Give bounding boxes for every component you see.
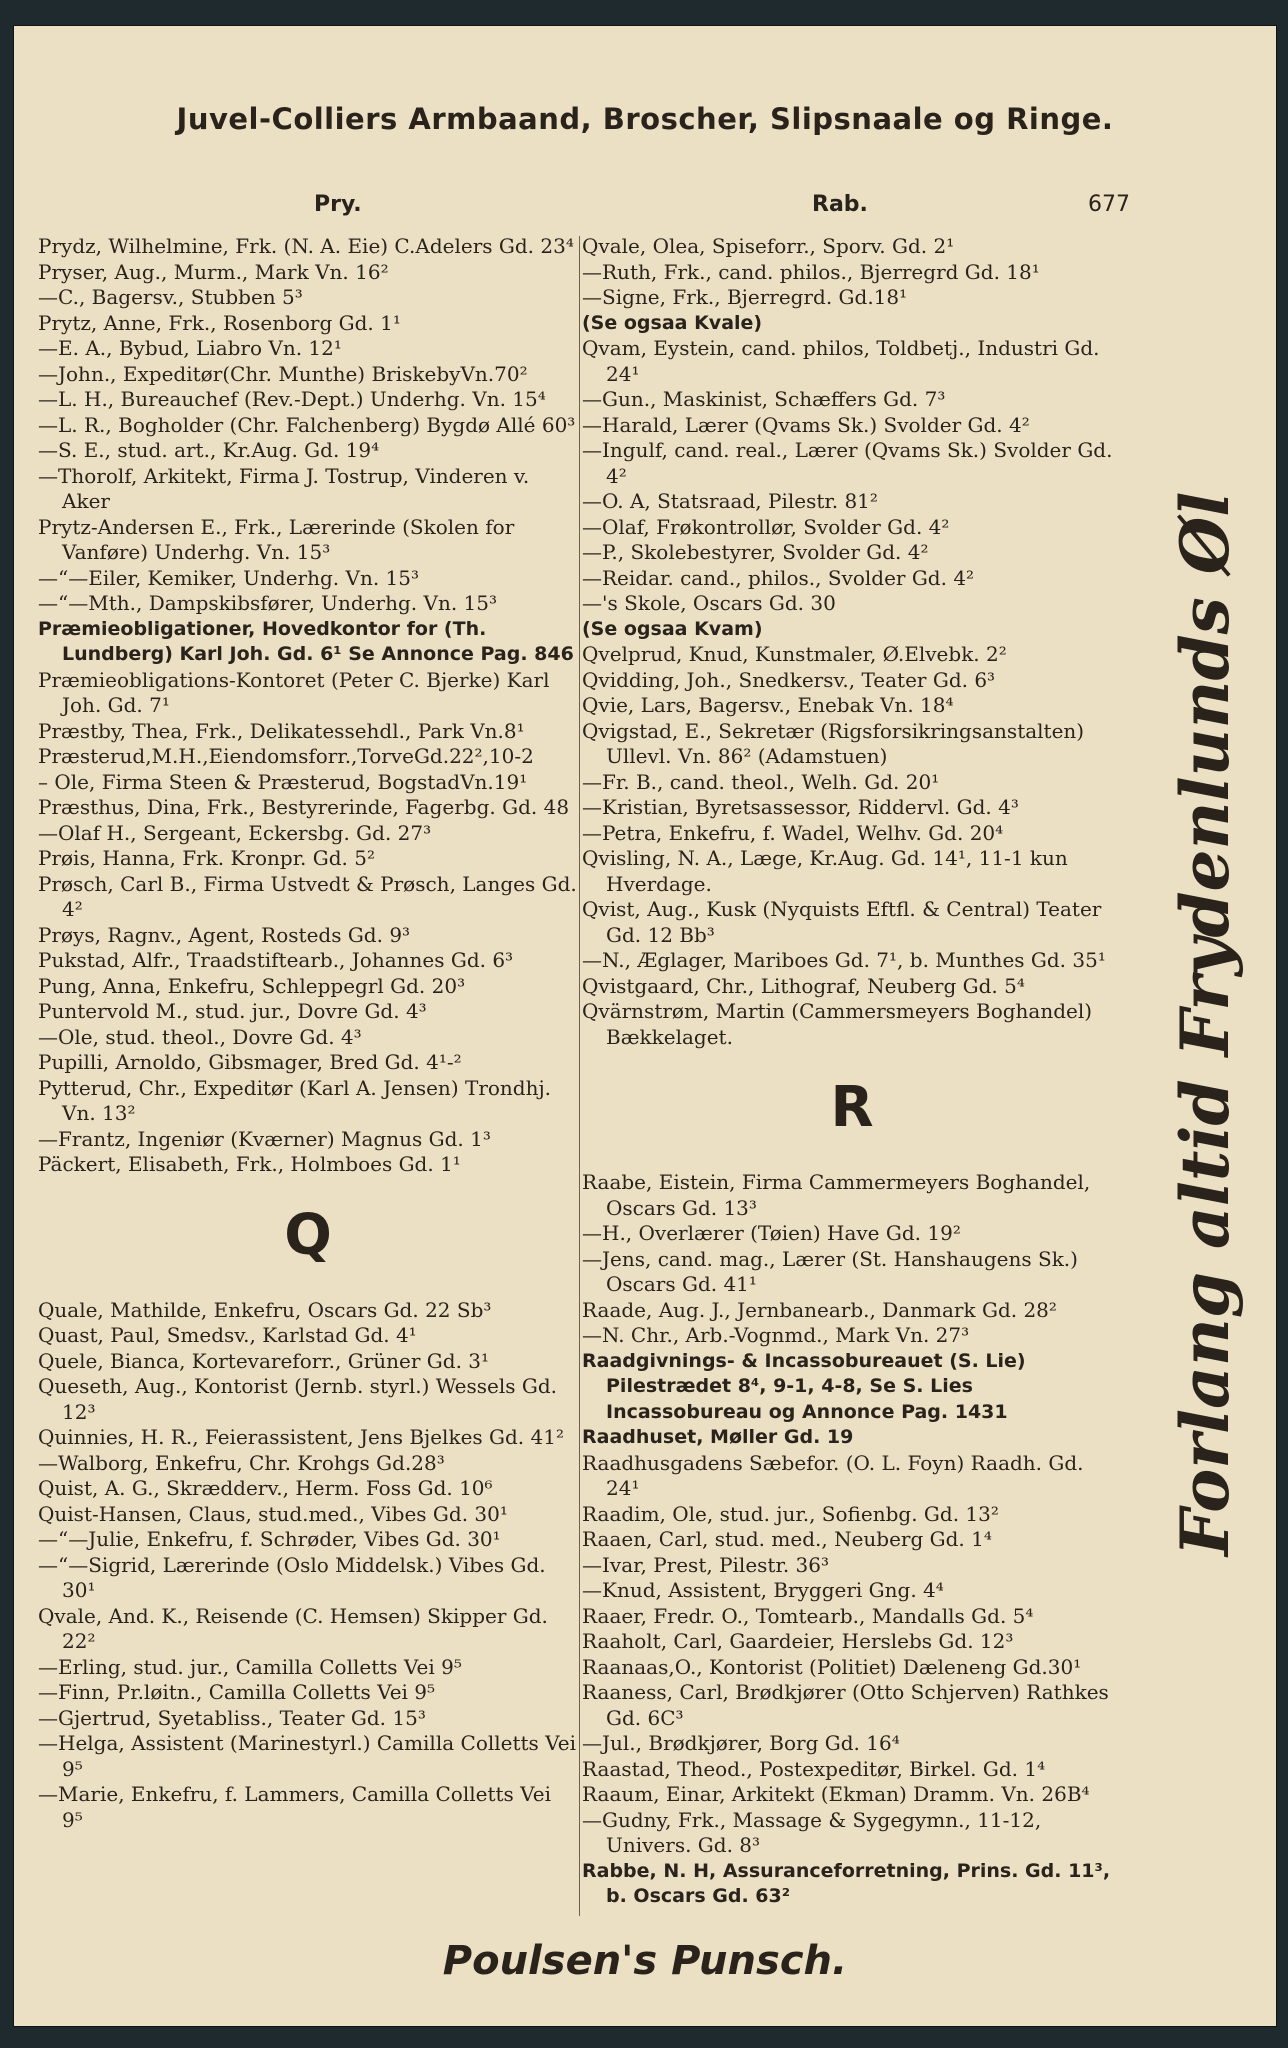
directory-page	[14, 26, 1276, 2026]
directory-entry: —C., Bagersv., Stubben 5³	[38, 285, 303, 309]
directory-entry: —Jul., Brødkjører, Borg Gd. 16⁴	[582, 1731, 900, 1755]
directory-entry: Rabbe, N. H, Assuranceforretning, Prins. Gd. 11³, b. Oscars Gd. 63²	[582, 1859, 1111, 1907]
directory-entry: Prytz-Andersen E., Frk., Lærerinde (Skolen for Vanføre) Underhg. Vn. 15³	[38, 514, 515, 564]
directory-entry: Quele, Bianca, Kortevareforr., Grüner Gd. 3¹	[38, 1348, 490, 1373]
left-entries-p	[38, 234, 578, 1178]
directory-entry: —Knud, Assistent, Bryggeri Gng. 4⁴	[582, 1578, 944, 1602]
directory-entry: Præsterud,M.H.,Eiendomsforr.,TorveGd.22²,10-2	[38, 744, 534, 768]
directory-entry: Qvale, Olea, Spiseforr., Sporv. Gd. 2¹	[582, 234, 955, 258]
directory-entry: —Fr. B., cand. theol., Welh. Gd. 20¹	[582, 769, 940, 794]
directory-entry: Prøys, Ragnv., Agent, Rosteds Gd. 9³	[38, 922, 411, 947]
directory-entry: Queseth, Aug., Kontorist (Jernb. styrl.) Wessels Gd. 12³	[38, 1374, 558, 1424]
directory-entry: —“—Julie, Enkefru, f. Schrøder, Vibes Gd. 30¹	[38, 1527, 501, 1551]
directory-entry: Præmieobligations-Kontoret (Peter C. Bjerke) Karl Joh. Gd. 7¹	[38, 667, 550, 717]
directory-entry: (Se ogsaa Kvam)	[582, 617, 763, 640]
directory-entry: —Signe, Frk., Bjerregrd. Gd.18¹	[582, 285, 908, 309]
directory-entry: —N. Chr., Arb.-Vognmd., Mark Vn. 27³	[582, 1323, 970, 1347]
directory-entry: Raaum, Einar, Arkitekt (Ekman) Dramm. Vn. 26B⁴	[582, 1782, 1090, 1806]
running-head-left: Pry.	[314, 192, 362, 217]
directory-entry: —Ivar, Prest, Pilestr. 36³	[582, 1552, 830, 1577]
directory-entry: Qvam, Eystein, cand. philos, Toldbetj., Industri Gd. 24¹	[582, 336, 1100, 386]
directory-entry: —Walborg, Enkefru, Chr. Krohgs Gd.28³	[38, 1450, 445, 1475]
left-entries-q	[38, 1298, 578, 1834]
right-entries-q	[582, 234, 1122, 1050]
directory-entry: Raanaas,O., Kontorist (Politiet) Dæleneng Gd.30¹	[582, 1654, 1082, 1679]
directory-entry: —Reidar. cand., philos., Svolder Gd. 4²	[582, 565, 975, 590]
directory-entry: —O. A, Statsraad, Pilestr. 81²	[582, 489, 878, 513]
directory-entry: Pryser, Aug., Murm., Mark Vn. 16²	[38, 259, 389, 284]
directory-entry: Qvie, Lars, Bagersv., Enebak Vn. 18⁴	[582, 693, 954, 717]
directory-entry: Qvist, Aug., Kusk (Nyquists Eftfl. & Central) Teater Gd. 12 Bb³	[582, 897, 1102, 947]
directory-entry: —Gjertrud, Syetabliss., Teater Gd. 15³	[38, 1705, 426, 1730]
directory-entry: —Olaf H., Sergeant, Eckersbg. Gd. 27³	[38, 820, 432, 845]
column-divider	[579, 236, 580, 1916]
directory-entry: —John., Expeditør(Chr. Munthe) BriskebyVn.70²	[38, 361, 528, 386]
directory-entry: —“—Mth., Dampskibsfører, Underhg. Vn. 15³	[38, 591, 498, 615]
directory-entry: —'s Skole, Oscars Gd. 30	[582, 591, 836, 615]
directory-entry: Pukstad, Alfr., Traadstiftearb., Johannes Gd. 6³	[38, 948, 514, 972]
directory-entry: —Harald, Lærer (Qvams Sk.) Svolder Gd. 4²	[582, 412, 1030, 437]
directory-entry: —N., Æglager, Mariboes Gd. 7¹, b. Munthes Gd. 35¹	[582, 948, 1106, 972]
directory-entry: —H., Overlærer (Tøien) Have Gd. 19²	[582, 1221, 961, 1245]
directory-entry: Pytterud, Chr., Expeditør (Karl A. Jensen) Trondhj. Vn. 13²	[38, 1075, 552, 1125]
directory-entry: Quist, A. G., Skrædderv., Herm. Foss Gd. 10⁶	[38, 1476, 493, 1500]
directory-entry: Quast, Paul, Smedsv., Karlstad Gd. 4¹	[38, 1323, 417, 1347]
directory-entry: Qvärnstrøm, Martin (Cammersmeyers Boghandel) Bækkelaget.	[582, 999, 1093, 1049]
directory-entry: Raadim, Ole, stud. jur., Sofienbg. Gd. 13²	[582, 1501, 999, 1526]
directory-entry: Raabe, Eistein, Firma Cammermeyers Boghandel, Oscars Gd. 13³	[582, 1170, 1091, 1220]
directory-entry: —Ingulf, cand. real., Lærer (Qvams Sk.) Svolder Gd. 4²	[582, 438, 1113, 488]
directory-entry: Raade, Aug. J., Jernbanearb., Danmark Gd. 28²	[582, 1297, 1057, 1322]
directory-entry: —Ole, stud. theol., Dovre Gd. 4³	[38, 1024, 362, 1049]
directory-entry: —Kristian, Byretsassessor, Riddervl. Gd. 4³	[582, 795, 1019, 819]
directory-entry: Prøsch, Carl B., Firma Ustvedt & Prøsch, Langes Gd. 4²	[38, 871, 577, 921]
directory-entry: —Finn, Pr.løitn., Camilla Colletts Vei 9⁵	[38, 1680, 436, 1704]
directory-entry: —“—Eiler, Kemiker, Underhg. Vn. 15³	[38, 565, 420, 590]
directory-entry: Qvistgaard, Chr., Lithograf, Neuberg Gd. 5⁴	[582, 973, 1025, 998]
directory-entry: Raadgivnings- & Incassobureauet (S. Lie) Pilestrædet 8⁴, 9-1, 4-8, Se S. Lies Incassobureau og Annonce Pag. 1431	[582, 1349, 1026, 1423]
directory-entry: (Se ogsaa Kvale)	[582, 311, 763, 334]
directory-entry: —Erling, stud. jur., Camilla Colletts Vei 9⁵	[38, 1654, 462, 1679]
directory-entry: Raadhuset, Møller Gd. 19	[582, 1426, 854, 1448]
directory-entry: – Ole, Firma Steen & Præsterud, BogstadVn.19¹	[38, 769, 528, 794]
directory-entry: Prytz, Anne, Frk., Rosenborg Gd. 1¹	[38, 310, 401, 335]
directory-entry: Qvale, And. K., Reisende (C. Hemsen) Skipper Gd. 22²	[38, 1603, 548, 1653]
directory-entry: Raadhusgadens Sæbefor. (O. L. Foyn) Raadh. Gd. 24¹	[582, 1450, 1084, 1500]
top-advertisement: Juvel-Colliers Armbaand, Broscher, Slipsnaale og Ringe.	[176, 102, 1114, 136]
section-letter-q: Q	[284, 1202, 332, 1268]
page-number: 677	[1088, 192, 1130, 217]
directory-entry: —“—Sigrid, Lærerinde (Oslo Middelsk.) Vibes Gd. 30¹	[38, 1552, 546, 1602]
directory-entry: Pung, Anna, Enkefru, Schleppegrl Gd. 20³	[38, 973, 466, 998]
directory-entry: Qvigstad, E., Sekretær (Rigsforsikringsanstalten) Ullevl. Vn. 86² (Adamstuen)	[582, 718, 1085, 768]
directory-entry: Raaholt, Carl, Gaardeier, Herslebs Gd. 12³	[582, 1629, 1014, 1653]
directory-entry: —Olaf, Frøkontrollør, Svolder Gd. 4²	[582, 514, 950, 539]
directory-entry: Præstby, Thea, Frk., Delikatessehdl., Park Vn.8¹	[38, 718, 525, 743]
directory-entry: —Gun., Maskinist, Schæffers Gd. 7³	[582, 387, 946, 411]
directory-entry: Prøis, Hanna, Frk. Kronpr. Gd. 5²	[38, 846, 376, 870]
directory-entry: —Gudny, Frk., Massage & Sygegymn., 11-12, Univers. Gd. 8³	[582, 1807, 1042, 1857]
directory-entry: —Helga, Assistent (Marinestyrl.) Camilla Colletts Vei 9⁵	[38, 1731, 577, 1781]
directory-entry: Puntervold M., stud. jur., Dovre Gd. 4³	[38, 999, 427, 1023]
directory-entry: Raaness, Carl, Brødkjører (Otto Schjerven) Rathkes Gd. 6C³	[582, 1680, 1109, 1730]
directory-entry: —L. R., Bogholder (Chr. Falchenberg) Bygdø Allé 60³	[38, 412, 576, 437]
directory-entry: —P., Skolebestyrer, Svolder Gd. 4²	[582, 540, 929, 564]
directory-entry: Præmieobligationer, Hovedkontor for (Th. Lundberg) Karl Joh. Gd. 6¹ Se Annonce Pag. 846	[38, 617, 574, 665]
left-column	[38, 234, 578, 1833]
directory-entry: —Jens, cand. mag., Lærer (St. Hanshaugens Sk.) Oscars Gd. 41¹	[582, 1246, 1078, 1296]
directory-entry: Raastad, Theod., Postexpeditør, Birkel. Gd. 1⁴	[582, 1756, 1046, 1781]
directory-entry: —Thorolf, Arkitekt, Firma J. Tostrup, Vinderen v. Aker	[38, 463, 530, 513]
directory-entry: —Ruth, Frk., cand. philos., Bjerregrd Gd. 18¹	[582, 259, 1040, 284]
directory-entry: Qvelprud, Knud, Kunstmaler, Ø.Elvebk. 2²	[582, 642, 1007, 666]
bottom-advertisement: Poulsen's Punsch.	[442, 1938, 848, 1984]
directory-entry: Præsthus, Dina, Frk., Bestyrerinde, Fagerbg. Gd. 48	[38, 795, 570, 819]
directory-entry: Quinnies, H. R., Feierassistent, Jens Bjelkes Gd. 41²	[38, 1425, 564, 1449]
directory-entry: —Marie, Enkefru, f. Lammers, Camilla Colletts Vei 9⁵	[38, 1782, 551, 1832]
directory-entry: —Frantz, Ingeniør (Kværner) Magnus Gd. 1³	[38, 1126, 491, 1151]
directory-entry: Pupilli, Arnoldo, Gibsmager, Bred Gd. 4¹-²	[38, 1050, 462, 1074]
directory-entry: Prydz, Wilhelmine, Frk. (N. A. Eie) C.Adelers Gd. 23⁴	[38, 234, 574, 258]
directory-entry: Raaen, Carl, stud. med., Neuberg Gd. 1⁴	[582, 1527, 992, 1551]
running-head-right: Rab.	[812, 192, 868, 217]
directory-entry: Raaer, Fredr. O., Tomtearb., Mandalls Gd. 5⁴	[582, 1603, 1034, 1628]
directory-entry: —E. A., Bybud, Liabro Vn. 12¹	[38, 336, 342, 360]
directory-entry: —S. E., stud. art., Kr.Aug. Gd. 19⁴	[38, 438, 380, 462]
right-column	[582, 234, 1122, 1910]
directory-entry: Quale, Mathilde, Enkefru, Oscars Gd. 22 Sb³	[38, 1297, 492, 1322]
directory-entry: Päckert, Elisabeth, Frk., Holmboes Gd. 1¹	[38, 1152, 461, 1176]
directory-entry: Qvidding, Joh., Snedkersv., Teater Gd. 6³	[582, 667, 996, 692]
directory-entry: —L. H., Bureauchef (Rev.-Dept.) Underhg. Vn. 15⁴	[38, 387, 546, 411]
directory-entry: —Petra, Enkefru, f. Wadel, Welhv. Gd. 20⁴	[582, 820, 1004, 845]
right-entries-r	[582, 1170, 1122, 1910]
section-letter-r: R	[830, 1075, 874, 1140]
directory-entry: Qvisling, N. A., Læge, Kr.Aug. Gd. 14¹, 11-1 kun Hverdage.	[582, 846, 1068, 896]
directory-entry: Quist-Hansen, Claus, stud.med., Vibes Gd. 30¹	[38, 1501, 508, 1526]
side-advertisement-text: Forlang altid Frydenlunds Øl	[1166, 491, 1244, 1556]
